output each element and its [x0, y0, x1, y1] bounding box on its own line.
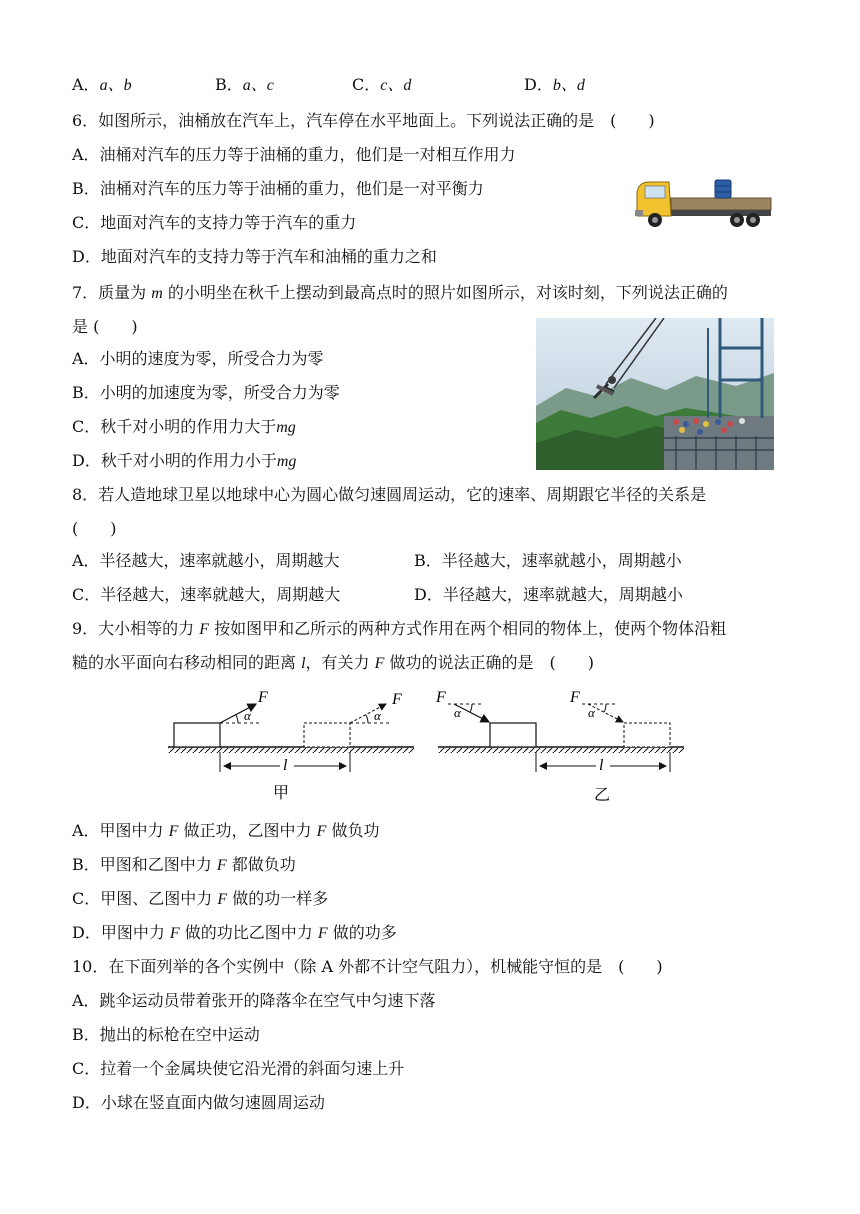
q10-option-a: A．跳伞运动员带着张开的降落伞在空气中匀速下落 — [72, 991, 436, 1010]
figure-caption-yi: 乙 — [594, 785, 611, 804]
block-end — [304, 723, 350, 747]
angle-label: α — [454, 705, 461, 720]
q6-option-d: D．地面对汽车的支持力等于汽车和油桶的重力之和 — [72, 247, 437, 266]
q8-option-c: C．半径越大，速率就越大，周期越大 — [72, 585, 341, 604]
distance-label: l — [283, 757, 288, 774]
block-start — [490, 723, 536, 747]
q7-option-b: B．小明的加速度为零，所受合力为零 — [72, 383, 340, 402]
truck-figure — [633, 176, 773, 232]
q5-option-a: A．a、b — [72, 75, 132, 94]
svg-text:F: F — [392, 691, 402, 708]
q6-option-a: A．油桶对汽车的压力等于油桶的重力，他们是一对相互作用力 — [72, 145, 516, 164]
q7-stem-line2: 是 ( ) — [72, 317, 138, 336]
svg-text:α: α — [588, 705, 595, 720]
q5-option-c: C．c、d — [352, 75, 412, 94]
q5-option-b: B．a、c — [215, 75, 274, 94]
q5-options — [72, 74, 772, 96]
q10-option-d: D．小球在竖直面内做匀速圆周运动 — [72, 1093, 325, 1112]
q7-stem-line1: 7．质量为 m 的小明坐在秋千上摆动到最高点时的照片如图所示，对该时刻，下列说法正确的 — [72, 283, 728, 302]
q6-option-c: C．地面对汽车的支持力等于汽车的重力 — [72, 213, 357, 232]
block-end — [624, 723, 670, 747]
figure-caption-jia: 甲 — [273, 783, 290, 802]
q9-option-a: A．甲图中力 F 做正功，乙图中力 F 做负功 — [72, 821, 380, 840]
svg-text:α: α — [374, 708, 381, 723]
q10-stem: 10．在下面列举的各个实例中（除 A 外都不计空气阻力），机械能守恒的是 ( ) — [72, 957, 663, 976]
q8-option-a: A．半径越大，速率就越小，周期越大 — [72, 551, 340, 570]
angle-label: α — [244, 708, 251, 723]
q7-option-a: A．小明的速度为零，所受合力为零 — [72, 349, 324, 368]
q8-option-b: B．半径越大，速率就越小，周期越小 — [414, 551, 682, 570]
q7-option-d: D．秋千对小明的作用力小于mg — [72, 451, 297, 470]
q7-option-c: C．秋千对小明的作用力大于mg — [72, 417, 296, 436]
q8-option-d: D．半径越大，速率就越大，周期越小 — [414, 585, 683, 604]
figure-yi — [434, 686, 684, 810]
swing-photo — [536, 318, 774, 470]
q9-stem-line1: 9．大小相等的力 F 按如图甲和乙所示的两种方式作用在两个相同的物体上，使两个物体沿粗 — [72, 619, 727, 638]
truck-bed — [671, 198, 771, 210]
q6-stem: 6．如图所示，油桶放在汽车上，汽车停在水平地面上。下列说法正确的是 ( ) — [72, 111, 655, 130]
block-start — [174, 723, 220, 747]
q5-option-d: D．b、d — [524, 75, 585, 94]
q8-stem-line1: 8．若人造地球卫星以地球中心为圆心做匀速圆周运动，它的速率、周期跟它半径的关系是 — [72, 485, 707, 504]
q9-option-b: B．甲图和乙图中力 F 都做负功 — [72, 855, 296, 874]
force-label: F — [436, 689, 446, 706]
q9-option-c: C．甲图、乙图中力 F 做的功一样多 — [72, 889, 329, 908]
q9-stem-line2: 糙的水平面向右移动相同的距离 l，有关力 F 做功的说法正确的是 ( ) — [72, 653, 594, 672]
oil-barrel — [715, 180, 731, 198]
q9-option-d: D．甲图中力 F 做的功比乙图中力 F 做的功多 — [72, 923, 397, 942]
q10-option-c: C．拉着一个金属块使它沿光滑的斜面匀速上升 — [72, 1059, 405, 1078]
q10-option-b: B．抛出的标枪在空中运动 — [72, 1025, 260, 1044]
distance-label: l — [599, 757, 604, 774]
svg-text:F: F — [570, 689, 580, 706]
q8-stem-line2: ( ) — [72, 519, 117, 538]
q6-option-b: B．油桶对汽车的压力等于油桶的重力，他们是一对平衡力 — [72, 179, 484, 198]
figure-jia — [164, 686, 414, 810]
force-label: F — [258, 689, 268, 706]
